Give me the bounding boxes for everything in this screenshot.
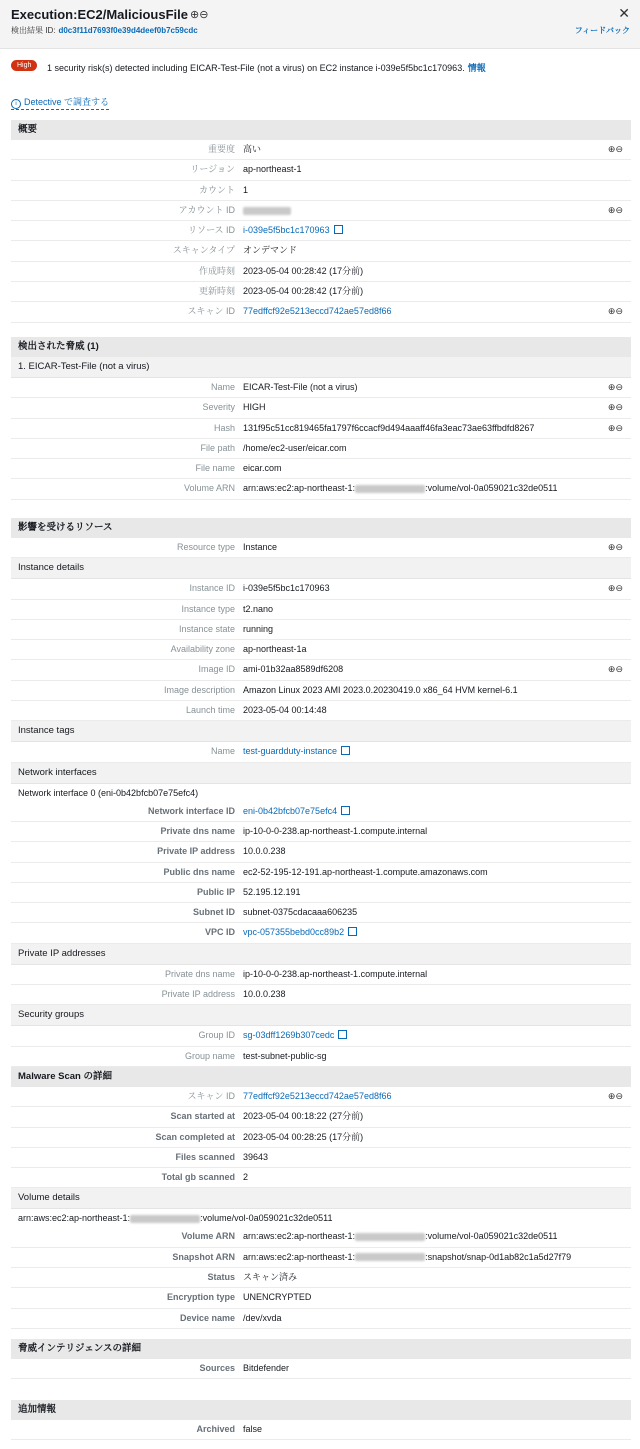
- volume-arn-label: arn:aws:ec2:ap-northeast-1: :volume/vol-0a059021c32de0511: [18, 1213, 333, 1224]
- detail-row: [11, 201, 631, 221]
- filter-zoom-icons[interactable]: ⊕⊖: [607, 402, 623, 413]
- subsection-title: Security groups: [11, 1005, 631, 1026]
- overview-section: [11, 120, 631, 323]
- detail-value: ap-northeast-1: [243, 164, 302, 175]
- detail-value: Bitdefender: [243, 1363, 290, 1373]
- detail-value: 2023-05-04 00:28:25 (17分前): [243, 1131, 364, 1142]
- detail-row: [11, 1359, 631, 1379]
- detail-key: アカウント ID: [178, 204, 235, 215]
- detail-value: ap-northeast-1a: [243, 644, 307, 655]
- finding-title: Execution:EC2/MaliciousFile: [11, 7, 188, 22]
- detail-row: [11, 221, 631, 241]
- section-title: 概要: [11, 120, 631, 140]
- detail-key: Encryption type: [166, 1292, 235, 1303]
- detail-value: スキャン済み: [243, 1272, 298, 1283]
- info-icon: i: [11, 99, 21, 109]
- detail-key: 重要度: [207, 144, 235, 154]
- detail-key: Private dns name: [164, 968, 235, 979]
- detail-key: Instance ID: [189, 583, 235, 594]
- detail-link[interactable]: vpc-057355bebd0cc89b2: [243, 923, 357, 942]
- detail-link[interactable]: i-039e5f5bc1c170963: [243, 221, 343, 240]
- detail-value: ip-10-0-0-238.ap-northeast-1.compute.internal: [243, 968, 428, 979]
- detail-value: 10.0.0.238: [243, 989, 286, 1000]
- detail-row: [11, 802, 631, 822]
- detail-row: [11, 479, 631, 499]
- detail-key: Archived: [196, 1424, 235, 1434]
- detail-value: 52.195.12.191: [243, 886, 301, 897]
- redacted-value: [355, 485, 425, 493]
- section-title: Malware Scan の詳細: [11, 1067, 631, 1087]
- filter-zoom-icons[interactable]: ⊕⊖: [607, 1091, 623, 1101]
- resources-section: [11, 518, 631, 1067]
- detail-row: [11, 140, 631, 160]
- detail-row: [11, 398, 631, 418]
- detail-key: Sources: [199, 1363, 235, 1373]
- detail-key: Private IP address: [161, 989, 235, 1000]
- detail-link[interactable]: 77edffcf92e5213eccd742ae57ed8f66: [243, 306, 392, 317]
- redacted-value: [243, 207, 291, 215]
- filter-zoom-icons[interactable]: ⊕⊖: [607, 542, 623, 552]
- detail-value: i-039e5f5bc1c170963: [243, 583, 330, 594]
- filter-zoom-icons[interactable]: ⊕⊖: [607, 306, 623, 317]
- subsection-title: Instance tags: [11, 721, 631, 742]
- detective-link[interactable]: i Detective で調査する: [11, 95, 109, 110]
- detail-value: 1: [243, 184, 249, 195]
- detail-row: [11, 1107, 631, 1127]
- detail-value: eicar.com: [243, 463, 282, 474]
- detail-row: [11, 241, 631, 261]
- redacted-value: [355, 1233, 425, 1241]
- filter-zoom-icons[interactable]: ⊕⊖: [607, 583, 623, 594]
- detail-value: 高い: [243, 144, 262, 154]
- detail-key: Launch time: [185, 705, 235, 716]
- subsection-title: Network interfaces: [11, 763, 631, 784]
- detail-row: [11, 262, 631, 282]
- detail-key: スキャン ID: [187, 1091, 235, 1101]
- detail-row: [11, 160, 631, 180]
- detail-key: Scan completed at: [155, 1131, 235, 1142]
- detail-key: カウント: [198, 184, 235, 195]
- filter-zoom-icons[interactable]: ⊕⊖: [607, 382, 623, 392]
- detail-value: false: [243, 1424, 263, 1434]
- detail-row: [11, 302, 631, 322]
- detail-value: ami-01b32aa8589df6208: [243, 664, 344, 675]
- detail-row: [11, 842, 631, 862]
- detail-value: 2023-05-04 00:28:42 (17分前): [243, 286, 364, 297]
- detail-link[interactable]: test-guardduty-instance: [243, 742, 350, 761]
- detail-value: [243, 201, 291, 220]
- detail-row: [11, 742, 631, 762]
- detail-row: [11, 1047, 631, 1067]
- detail-key: Volume ARN: [181, 1231, 235, 1242]
- detail-row: [11, 681, 631, 701]
- section-title: 検出された脅威 (1): [11, 337, 631, 357]
- detail-key: Status: [207, 1272, 235, 1283]
- detail-row: [11, 965, 631, 985]
- detail-value: オンデマンド: [243, 245, 298, 256]
- detail-value: /home/ec2-user/eicar.com: [243, 442, 347, 453]
- detail-key: Network interface ID: [147, 805, 235, 816]
- filter-zoom-icons[interactable]: ⊕⊖: [607, 422, 623, 433]
- detail-row: [11, 863, 631, 883]
- subsection-title: Volume details: [11, 1188, 631, 1209]
- detail-row: [11, 1288, 631, 1308]
- detail-key: スキャンタイプ: [172, 245, 235, 256]
- detail-value: t2.nano: [243, 603, 274, 614]
- network-interface-label: Network interface 0 (eni-0b42bfcb07e75efc4): [18, 787, 199, 798]
- detail-row: [11, 459, 631, 479]
- feedback-link[interactable]: フィードバック: [574, 26, 630, 35]
- detail-key: Availability zone: [170, 644, 235, 655]
- external-link-icon[interactable]: [348, 927, 357, 936]
- detail-row: [11, 1420, 631, 1440]
- close-icon[interactable]: ✕: [618, 5, 630, 21]
- detail-link[interactable]: sg-03dff1269b307cedc: [243, 1026, 347, 1045]
- detail-row: [11, 538, 631, 558]
- detail-key: Name: [210, 746, 235, 757]
- detail-key: Severity: [202, 402, 235, 413]
- detail-row: [11, 1087, 631, 1107]
- detail-key: Device name: [179, 1312, 235, 1323]
- detail-row: [11, 903, 631, 923]
- detail-key: Public IP: [196, 886, 235, 897]
- detail-value: 39643: [243, 1151, 269, 1162]
- detail-row: [11, 439, 631, 459]
- detail-value: test-subnet-public-sg: [243, 1050, 327, 1061]
- threats-section: [11, 337, 631, 500]
- detail-row: [11, 701, 631, 721]
- zoom-icons[interactable]: ⊕⊖: [190, 9, 209, 21]
- detail-row: [11, 419, 631, 439]
- filter-zoom-icons[interactable]: ⊕⊖: [607, 204, 623, 215]
- panel-header: [0, 0, 640, 49]
- info-link[interactable]: 情報: [467, 63, 486, 73]
- finding-id: 検出結果 ID: d0c3f11d7693f0e39d4deef0b7c59cdc: [11, 26, 198, 35]
- detail-key: Name: [210, 382, 235, 392]
- detail-key: File name: [195, 463, 235, 474]
- detail-value: 2023-05-04 00:14:48: [243, 705, 327, 716]
- detail-row: [11, 181, 631, 201]
- detail-key: スキャン ID: [187, 306, 235, 317]
- malware-section: [11, 1067, 631, 1329]
- external-link-icon[interactable]: [334, 225, 343, 234]
- subsection-title: Instance details: [11, 558, 631, 579]
- detail-key: Total gb scanned: [161, 1172, 235, 1183]
- detail-key: File path: [200, 442, 235, 453]
- detail-row: [11, 579, 631, 599]
- detail-value: subnet-0375cdacaaa606235: [243, 907, 358, 918]
- detail-value: running: [243, 623, 274, 634]
- detail-row: [11, 883, 631, 903]
- detail-value: EICAR-Test-File (not a virus): [243, 382, 358, 392]
- detail-row: [11, 1128, 631, 1148]
- detail-value: arn:aws:ec2:ap-northeast-1: :volume/vol-0a059021c32de0511: [243, 483, 558, 494]
- detail-row: [11, 1248, 631, 1268]
- detail-key: Volume ARN: [183, 483, 235, 494]
- detail-row: [11, 985, 631, 1005]
- detail-row: [11, 923, 631, 943]
- detail-key: 作成時刻: [198, 265, 235, 276]
- detail-row: [11, 1168, 631, 1188]
- detail-row: [11, 822, 631, 842]
- subsection-title: Private IP addresses: [11, 944, 631, 965]
- detail-value: ec2-52-195-12-191.ap-northeast-1.compute.amazonaws.com: [243, 866, 488, 877]
- redacted-value: [355, 1253, 425, 1261]
- external-link-icon[interactable]: [338, 1030, 347, 1039]
- detail-key: Group name: [184, 1050, 235, 1061]
- detail-key: Public dns name: [163, 866, 235, 877]
- detail-key: Group ID: [198, 1030, 235, 1041]
- section-title: 影響を受けるリソース: [11, 518, 631, 538]
- threat-item: 1. EICAR-Test-File (not a virus): [11, 357, 631, 378]
- severity-badge: High: [11, 60, 37, 71]
- detail-value: 2023-05-04 00:28:42 (17分前): [243, 265, 364, 276]
- detail-row: [11, 660, 631, 680]
- detail-key: VPC ID: [204, 927, 235, 938]
- section-title: 脅威インテリジェンスの詳細: [11, 1339, 631, 1359]
- detail-row: [11, 620, 631, 640]
- detail-value: 2023-05-04 00:18:22 (27分前): [243, 1111, 364, 1122]
- redacted-account: [130, 1215, 200, 1223]
- detail-value: arn:aws:ec2:ap-northeast-1: :volume/vol-0a059021c32de0511: [243, 1231, 558, 1242]
- detail-key: Private IP address: [157, 846, 235, 857]
- filter-zoom-icons[interactable]: ⊕⊖: [607, 144, 623, 154]
- detail-value: ip-10-0-0-238.ap-northeast-1.compute.internal: [243, 825, 428, 836]
- detail-row: [11, 378, 631, 398]
- detail-value: Instance: [243, 542, 278, 552]
- detail-value: 131f95c51cc819465fa1797f6ccacf9d494aaaff46fa3eac73ae63ffbdfd8267: [243, 422, 535, 433]
- detail-row: [11, 1227, 631, 1247]
- detail-key: Image description: [163, 684, 235, 695]
- detail-row: [11, 1309, 631, 1329]
- detail-key: Instance type: [181, 603, 235, 614]
- detail-value: 2: [243, 1172, 249, 1183]
- detail-row: [11, 1026, 631, 1046]
- detail-key: リソース ID: [187, 225, 235, 236]
- intel-section: [11, 1339, 631, 1379]
- detail-value: 10.0.0.238: [243, 846, 286, 857]
- detail-key: Snapshot ARN: [172, 1251, 235, 1262]
- detail-key: Subnet ID: [193, 907, 235, 918]
- detail-key: Hash: [213, 422, 235, 433]
- detail-key: Resource type: [176, 542, 235, 552]
- detail-link[interactable]: eni-0b42bfcb07e75efc4: [243, 802, 350, 821]
- detail-row: [11, 1268, 631, 1288]
- detail-key: 更新時刻: [198, 286, 235, 297]
- detail-value: UNENCRYPTED: [243, 1292, 312, 1303]
- section-title: 追加情報: [11, 1400, 631, 1420]
- detail-row: [11, 1148, 631, 1168]
- additional-section: [11, 1400, 631, 1440]
- detail-key: Private dns name: [160, 825, 235, 836]
- detail-key: Scan started at: [170, 1111, 235, 1122]
- detail-value: Amazon Linux 2023 AMI 2023.0.20230419.0 x86_64 HVM kernel-6.1: [243, 684, 518, 695]
- detail-row: [11, 600, 631, 620]
- detail-row: [11, 282, 631, 302]
- detail-key: Image ID: [198, 664, 235, 675]
- external-link-icon[interactable]: [341, 806, 350, 815]
- detail-value: HIGH: [243, 402, 266, 413]
- detail-key: Instance state: [178, 623, 235, 634]
- alert-message: 1 security risk(s) detected including EICAR-Test-File (not a virus) on EC2 instance i-039e5f5bc1c170963. 情報: [47, 63, 486, 73]
- detail-key: Files scanned: [175, 1151, 235, 1162]
- detail-row: [11, 640, 631, 660]
- external-link-icon[interactable]: [341, 746, 350, 755]
- filter-zoom-icons[interactable]: ⊕⊖: [607, 664, 623, 675]
- detail-link[interactable]: 77edffcf92e5213eccd742ae57ed8f66: [243, 1091, 392, 1101]
- detail-key: リージョン: [190, 164, 235, 175]
- detail-value: /dev/xvda: [243, 1312, 282, 1323]
- detail-value: arn:aws:ec2:ap-northeast-1: :snapshot/snap-0d1ab82c1a5d27f79: [243, 1251, 572, 1262]
